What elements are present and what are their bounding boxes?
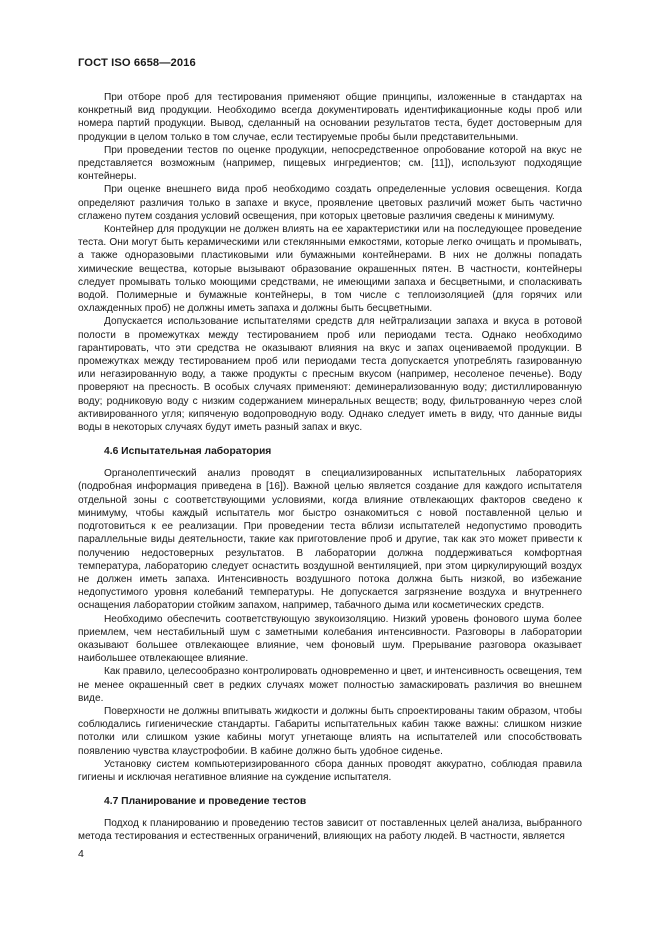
paragraph-lighting-control: Как правило, целесообразно контролировать одновременно и цвет, и интенсивность освещения, тем не менее окрашенный свет в редких случаях может полностью замаскировать различия во внешнем виде.: [78, 666, 582, 704]
paragraph-container-requirements: Контейнер для продукции не должен влиять на ее характеристики или на последующее проведение теста. Они могут быть керамическими или стеклянными емкостями, которые легко очищать и промывать, а также одноразовыми пластиковыми или бумажными контейнерами. В них не должны попадать химические вещества, которые вызывают образование окрашенных пятен. В частности, контейнеры следует промывать только моющими средствами, не имеющими запаха и бесцветными, и споласкивать водой. Полимерные и бумажные контейнеры, в том числе с теплоизоляцией (для горячих или охлажденных проб) не должны иметь запаха и должны быть бесцветными.: [78, 224, 582, 315]
page-number: 4: [78, 848, 84, 860]
paragraph-containers-for-ingredients: При проведении тестов по оценке продукции, непосредственное опробование которой на вкус не представляется возможным (например, пищевых ингредиентов; см. [11]), используют подходящие контейнеры.: [78, 144, 582, 183]
paragraph-lighting-conditions: При оценке внешнего вида проб необходимо создать определенные условия освещения. Когда определяют различия только в запахе и вкусе, проявление цветовых различий может быть частично сглажено путем создания условий освещения, при которых цветовые различия сведены к минимуму.: [78, 184, 582, 222]
document-body: [78, 91, 582, 844]
paragraph-palate-cleansers: Допускается использование испытателями средств для нейтрализации запаха и вкуса в ротовой полости в промежутках между тестированием проб или периодами теста. Однако необходимо гарантировать, что эти средства не оказывают влияния на вкус и запах оцениваемой продукции. В промежутках между тестированием проб или периодами теста допускается употреблять газированную или негазированную воду, а также продукты с пресным вкусом (например, несоленое печенье). Воду проверяют на пресность. В особых случаях применяют: деминерализованную воду; дистиллированную воду; родниковую воду с низким содержанием минеральных веществ; воду, фильтрованную через слой активированного угля; кипяченую водопроводную воду. Однако следует иметь в виду, что данные виды воды в некоторых случаях будут иметь разный запах и вкус.: [78, 316, 582, 434]
section-heading-test-laboratory: 4.6 Испытательная лаборатория: [104, 446, 272, 458]
paragraph-surfaces-and-booths: Поверхности не должны впитывать жидкости и должны быть спроектированы таким образом, чтобы соблюдались гигиенические стандарты. Габариты испытательных кабин также важны: слишком низкие потолки или слишком узкие кабины могут угнетающе влиять на испытателей или способствовать появлению чувства клаустрофобии. В кабине должно быть удобное сиденье.: [78, 705, 582, 757]
section-heading-test-planning: 4.7 Планирование и проведение тестов: [104, 796, 307, 808]
standard-code-header: ГОСТ ISO 6658—2016: [78, 57, 196, 69]
paragraph-sampling-principles: При отборе проб для тестирования применяют общие принципы, изложенные в стандартах на конкретный вид продукции. Необходимо всегда документировать идентификационные коды проб или номера партий продукции. Вывод, сделанный на основании результатов теста, будет достоверным для продукции в целом только в том случае, если тестируемые пробы были представительными.: [78, 92, 582, 143]
paragraph-data-collection-systems: Установку систем компьютеризированного сбора данных проводят аккуратно, соблюдая правила гигиены и исключая негативное влияние на суждение испытателя.: [78, 758, 582, 783]
paragraph-test-planning-approach: Подход к планированию и проведению тестов зависит от поставленных целей анализа, выбранного метода тестирования и естественных ограничений, влияющих на работу людей. В частности, является: [78, 818, 582, 843]
paragraph-laboratory-conditions: Органолептический анализ проводят в специализированных испытательных лабораториях (подробная информация приведена в [16]). Важной целью является создание для каждого испытателя отдельной зоны с соответствующими условиями, когда влияние отвлекающих факторов сведено к минимуму, чтобы каждый испытатель мог быстро ознакомиться с новой поставленной целью и подготовиться к ее реализации. При проведении теста вблизи испытателей недопустимо проводить параллельные виды деятельности, такие как приготовление проб и другие, так как это может привести к получению недостоверных результатов. В лаборатории должна поддерживаться комфортная температура, лабораторию следует оснастить воздушной вентиляцией, при этом циркулирующий воздух не должен иметь запаха. Интенсивность воздушного потока должна быть низкой, во избежание недопустимого уровня колебаний температуры. Не допускается загрязнение воздуха и внутреннего оснащения лаборатории стойким запахом, например, табачного дыма или косметических средств.: [78, 468, 582, 612]
paragraph-sound-insulation: Необходимо обеспечить соответствующую звукоизоляцию. Низкий уровень фонового шума более приемлем, чем нестабильный шум с заметными колебания интенсивности. Разговоры в лаборатории оказывают большее отвлекающее влияние, чем фоновый шум. Прерывание разговора оказывает наибольшее отвлекающее влияние.: [78, 613, 582, 665]
